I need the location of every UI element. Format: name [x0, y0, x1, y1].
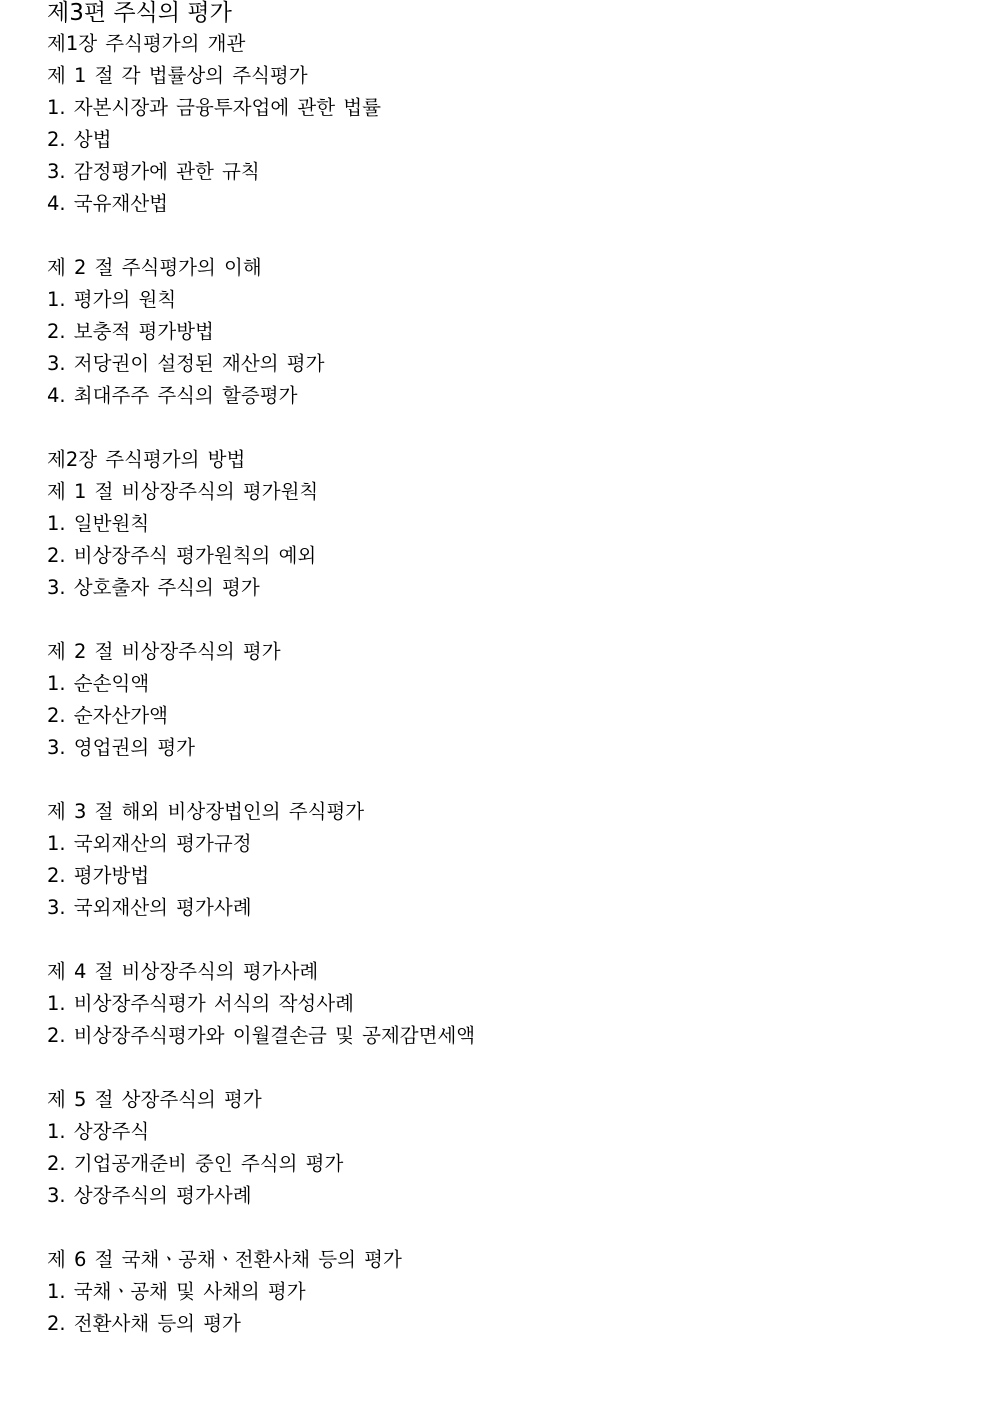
list-item: 1. 평가의 원칙	[47, 288, 177, 311]
section-title: 제 6 절 국채ㆍ공채ㆍ전환사채 등의 평가	[47, 1248, 402, 1271]
list-item: 2. 비상장주식평가와 이월결손금 및 공제감면세액	[47, 1024, 476, 1047]
blank-line	[47, 1212, 967, 1244]
section-title: 제 1 절 각 법률상의 주식평가	[47, 64, 308, 87]
section-title: 제 2 절 주식평가의 이해	[47, 256, 262, 279]
blank-line	[47, 1052, 967, 1084]
list-item: 2. 평가방법	[47, 864, 150, 887]
list-item: 2. 상법	[47, 128, 112, 151]
list-item: 2. 순자산가액	[47, 704, 168, 727]
list-item: 3. 상장주식의 평가사례	[47, 1184, 252, 1207]
list-item: 1. 자본시장과 금융투자업에 관한 법률	[47, 96, 381, 119]
list-item: 2. 비상장주식 평가원칙의 예외	[47, 544, 317, 567]
list-item: 3. 저당권이 설정된 재산의 평가	[47, 352, 325, 375]
list-item: 4. 최대주주 주식의 할증평가	[47, 384, 298, 407]
blank-line	[47, 764, 967, 796]
blank-line	[47, 604, 967, 636]
list-item: 1. 비상장주식평가 서식의 작성사례	[47, 992, 354, 1015]
list-item: 2. 보충적 평가방법	[47, 320, 214, 343]
list-item: 3. 감정평가에 관한 규칙	[47, 160, 260, 183]
section-title: 제 3 절 해외 비상장법인의 주식평가	[47, 800, 365, 823]
section-title: 제 1 절 비상장주식의 평가원칙	[47, 480, 319, 503]
list-item: 3. 영업권의 평가	[47, 736, 196, 759]
chapter-title: 제1장 주식평가의 개관	[47, 32, 246, 55]
section-title: 제 4 절 비상장주식의 평가사례	[47, 960, 319, 983]
chapter-title: 제2장 주식평가의 방법	[47, 448, 246, 471]
list-item: 1. 상장주식	[47, 1120, 150, 1143]
list-item: 1. 일반원칙	[47, 512, 150, 535]
list-item: 1. 국외재산의 평가규정	[47, 832, 252, 855]
blank-line	[47, 924, 967, 956]
list-item: 2. 기업공개준비 중인 주식의 평가	[47, 1152, 344, 1175]
part-title: 제3편 주식의 평가	[47, 0, 232, 26]
section-title: 제 5 절 상장주식의 평가	[47, 1088, 262, 1111]
blank-line	[47, 412, 967, 444]
list-item: 1. 순손익액	[47, 672, 150, 695]
list-item: 1. 국채ㆍ공채 및 사채의 평가	[47, 1280, 306, 1303]
section-title: 제 2 절 비상장주식의 평가	[47, 640, 281, 663]
list-item: 2. 전환사채 등의 평가	[47, 1312, 241, 1335]
blank-line	[47, 220, 967, 252]
list-item: 3. 국외재산의 평가사례	[47, 896, 252, 919]
list-item: 4. 국유재산법	[47, 192, 168, 215]
list-item: 3. 상호출자 주식의 평가	[47, 576, 260, 599]
document-body	[47, 0, 967, 1340]
